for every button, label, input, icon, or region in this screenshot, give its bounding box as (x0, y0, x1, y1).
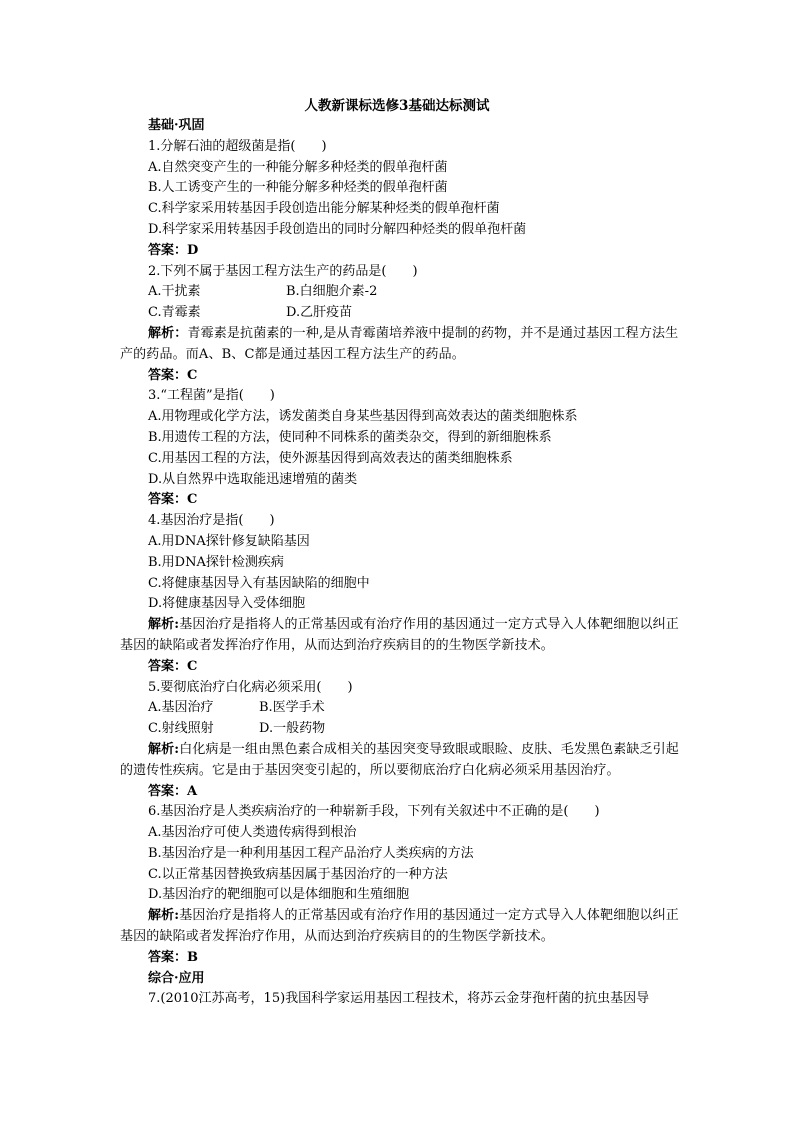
option: B.用遗传工程的方法，使同种不同株系的菌类杂交，得到的新细胞株系 (148, 429, 552, 445)
analysis-label: 解析： (148, 325, 188, 341)
option: B.人工诱变产生的一种能分解多种烃类的假单孢杆菌 (148, 180, 448, 196)
option: C.科学家采用转基因手段创造出能分解某种烃类的假单孢杆菌 (148, 201, 500, 217)
option: D.科学家采用转基因手段创造出的同时分解四种烃类的假单孢杆菌 (148, 221, 527, 237)
option-row (120, 698, 685, 719)
option: D.一般药物 (259, 721, 326, 737)
option: D.从自然界中选取能迅速增殖的菌类 (148, 471, 358, 487)
option: A.基因治疗可使人类遗传病得到根治 (148, 825, 357, 841)
option: D.乙肝疫苗 (286, 305, 353, 321)
question-stem: 2.下列不属于基因工程方法生产的药品是( ) (148, 263, 418, 279)
option: A.用DNA探针修复缺陷基因 (148, 533, 310, 549)
option: A.基因治疗 (148, 700, 214, 716)
option: C.用基因工程的方法，使外源基因得到高效表达的菌类细胞株系 (148, 450, 513, 466)
option: A.用物理或化学方法，诱发菌类自身某些基因得到高效表达的菌类细胞株系 (148, 409, 578, 425)
analysis (120, 906, 685, 948)
option: C.将健康基因导入有基因缺陷的细胞中 (148, 575, 370, 591)
option: B.用DNA探针检测疾病 (148, 554, 284, 570)
analysis-label: 解析: (148, 617, 180, 633)
analysis-label: 解析: (148, 908, 180, 924)
option: A.自然突变产生的一种能分解多种烃类的假单孢杆菌 (148, 159, 448, 175)
option-row (120, 719, 685, 740)
option: C.青霉素 (148, 305, 201, 321)
analysis (120, 740, 685, 782)
option-row (120, 282, 685, 303)
option: B.医学手术 (259, 700, 325, 716)
question-stem: 6.基因治疗是人类疾病治疗的一种崭新手段，下列有关叙述中不正确的是( ) (148, 804, 600, 820)
analysis (120, 615, 685, 657)
answer: 答案：A (148, 783, 198, 799)
analysis-text: 基因治疗是指将人的正常基因或有治疗作用的基因通过一定方式导入人体靶细胞以纠正基因的缺陷或者发挥治疗作用，从而达到治疗疾病目的的生物医学新技术。 (120, 908, 679, 945)
question-stem: 3.“工程菌”是指( ) (148, 388, 275, 404)
question-stem: 5.要彻底治疗白化病必须采用( ) (148, 679, 353, 695)
analysis (120, 324, 685, 366)
section-heading: 基础·巩固 (148, 118, 205, 133)
question-stem: 4.基因治疗是指( ) (148, 513, 275, 529)
answer: 答案：B (148, 949, 198, 965)
option: A.干扰素 (148, 284, 201, 300)
question-stem: 1.分解石油的超级菌是指( ) (148, 138, 327, 154)
analysis-text: 青霉素是抗菌素的一种,是从青霉菌培养液中提制的药物，并不是通过基因工程方法生产的药品。而A、B、C都是通过基因工程方法生产的药品。 (120, 325, 679, 362)
analysis-text: 基因治疗是指将人的正常基因或有治疗作用的基因通过一定方式导入人体靶细胞以纠正基因的缺陷或者发挥治疗作用，从而达到治疗疾病目的的生物医学新技术。 (120, 617, 679, 653)
option: D.基因治疗的靶细胞可以是体细胞和生殖细胞 (148, 887, 410, 903)
option: B.基因治疗是一种利用基因工程产品治疗人类疾病的方法 (148, 845, 474, 861)
option: B.白细胞介素-2 (286, 284, 378, 300)
answer: 答案：C (148, 492, 198, 508)
analysis-label: 解析: (148, 741, 180, 757)
answer: 答案：C (148, 367, 198, 383)
question-stem: 7.(2010江苏高考，15)我国科学家运用基因工程技术，将苏云金芽孢杆菌的抗虫基因导 (148, 991, 650, 1007)
analysis-text: 白化病是一组由黑色素合成相关的基因突变导致眼或眼睑、皮肤、毛发黑色素缺乏引起的遗传性疾病。它是由于基因突变引起的，所以要彻底治疗白化病必须采用基因治疗。 (120, 741, 679, 778)
document-title: 人教新课标选修3基础达标测试 (304, 98, 490, 114)
option-row (120, 303, 685, 324)
answer: 答案：C (148, 658, 198, 674)
option: C.以正常基因替换致病基因属于基因治疗的一种方法 (148, 866, 448, 882)
document-body (120, 116, 685, 1010)
option: D.将健康基因导入受体细胞 (148, 596, 306, 612)
option: C.射线照射 (148, 721, 214, 737)
section-heading: 综合·应用 (148, 970, 205, 986)
answer: 答案：D (148, 242, 199, 258)
